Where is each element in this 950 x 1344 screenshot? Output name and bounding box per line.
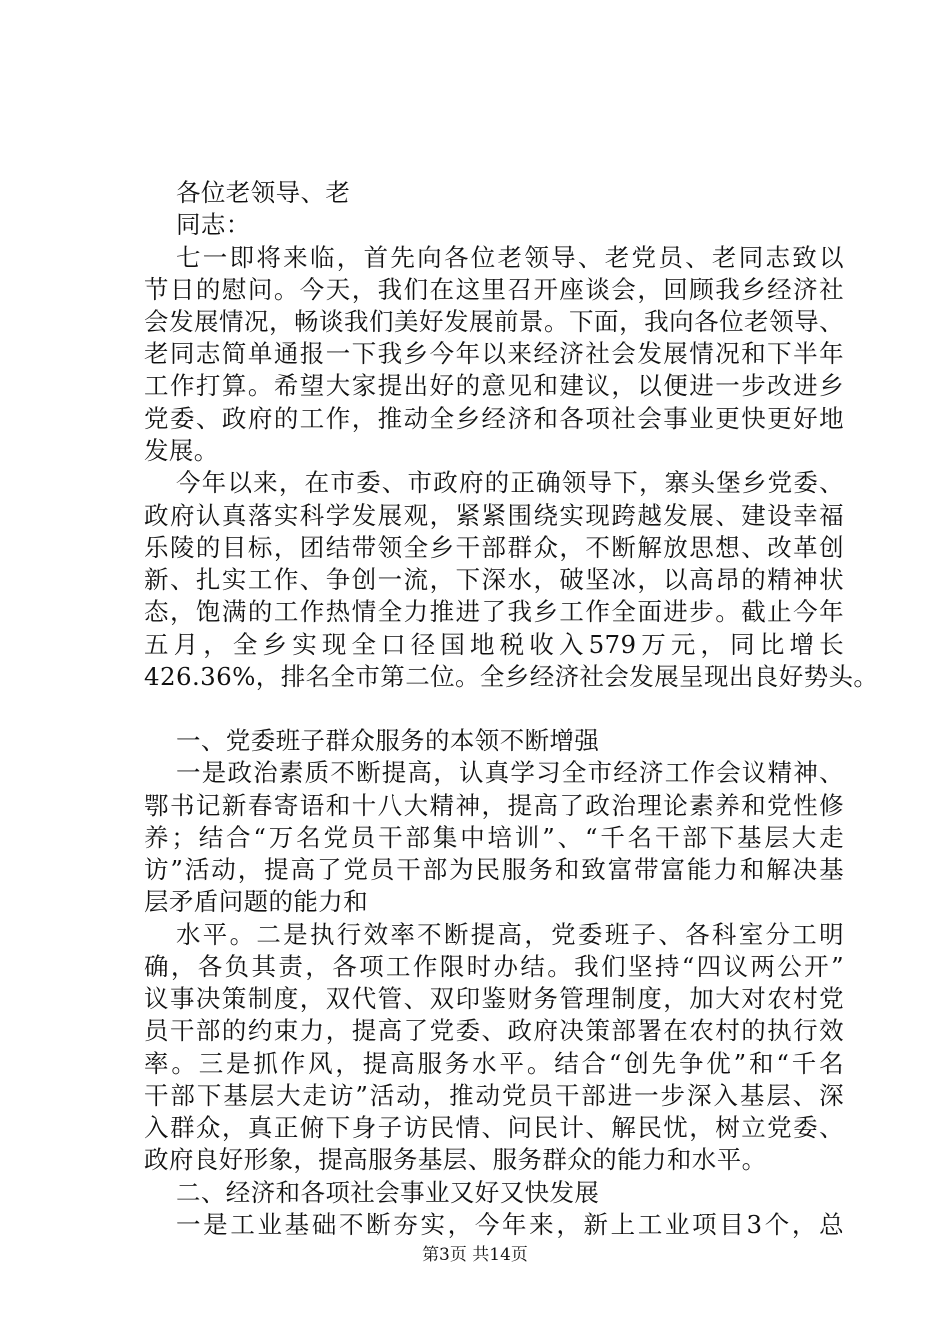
text-line: 老同志简单通报一下我乡今年以来经济社会发展情况和下半年 [144, 339, 844, 368]
text-line: 426.36%，排名全市第二位。全乡经济社会发展呈现出良好势头。 [144, 662, 879, 691]
text-line: 干部下基层大走访”活动，推动党员干部进一步深入基层、深 [144, 1081, 844, 1110]
text-line: 鄂书记新春寄语和十八大精神，提高了政治理论素养和党性修 [144, 791, 844, 820]
text-line: 养；结合“万名党员干部集中培训”、“千名干部下基层大走 [144, 823, 844, 852]
text-line: 率。三是抓作风，提高服务水平。结合“创先争优”和“千名 [144, 1049, 844, 1078]
text-line: 层矛盾问题的能力和 [144, 887, 369, 916]
text-line: 同志： [176, 210, 251, 239]
text-line: 会发展情况，畅谈我们美好发展前景。下面，我向各位老领导、 [144, 307, 844, 336]
text-line: 工作打算。希望大家提出好的意见和建议，以便进一步改进乡 [144, 371, 844, 400]
text-line: 今年以来，在市委、市政府的正确领导下，寨头堡乡党委、 [176, 468, 844, 497]
text-line: 议事决策制度，双代管、双印鉴财务管理制度，加大对农村党 [144, 984, 844, 1013]
page-number-footer: 第3页 共14页 [422, 1245, 528, 1265]
text-line: 节日的慰问。今天，我们在这里召开座谈会，回顾我乡经济社 [144, 275, 844, 304]
text-line: 一是政治素质不断提高，认真学习全市经济工作会议精神、 [176, 758, 844, 787]
text-line: 发展。 [144, 436, 219, 465]
text-line: 政府良好形象，提高服务基层、服务群众的能力和水平。 [144, 1145, 767, 1174]
text-line: 态，饱满的工作热情全力推进了我乡工作全面进步。截止今年 [144, 597, 844, 626]
text-line: 入群众，真正俯下身子访民情、问民计、解民忧，树立党委、 [144, 1113, 844, 1142]
text-line: 政府认真落实科学发展观，紧紧围绕实现跨越发展、建设幸福 [144, 501, 844, 530]
text-line: 新、扎实工作、争创一流，下深水，破坚冰，以高昂的精神状 [144, 565, 844, 594]
section-heading: 二、经济和各项社会事业又好又快发展 [176, 1178, 600, 1207]
text-line: 乐陵的目标，团结带领全乡干部群众，不断解放思想、改革创 [144, 533, 844, 562]
text-line: 确，各负其责，各项工作限时办结。我们坚持“四议两公开” [144, 952, 844, 981]
text-line: 员干部的约束力，提高了党委、政府决策部署在农村的执行效 [144, 1016, 844, 1045]
text-line: 各位老领导、老 [176, 178, 351, 207]
text-line: 一是工业基础不断夯实，今年来，新上工业项目3个，总 [176, 1210, 844, 1239]
text-line: 水平。二是执行效率不断提高，党委班子、各科室分工明 [176, 920, 844, 949]
text-line: 七一即将来临，首先向各位老领导、老党员、老同志致以 [176, 243, 844, 272]
text-line: 五月，全乡实现全口径国地税收入579万元，同比增长 [144, 630, 844, 659]
section-heading: 一、党委班子群众服务的本领不断增强 [176, 726, 600, 755]
text-line: 党委、政府的工作，推动全乡经济和各项社会事业更快更好地 [144, 404, 844, 433]
text-line: 访”活动，提高了党员干部为民服务和致富带富能力和解决基 [144, 855, 844, 884]
